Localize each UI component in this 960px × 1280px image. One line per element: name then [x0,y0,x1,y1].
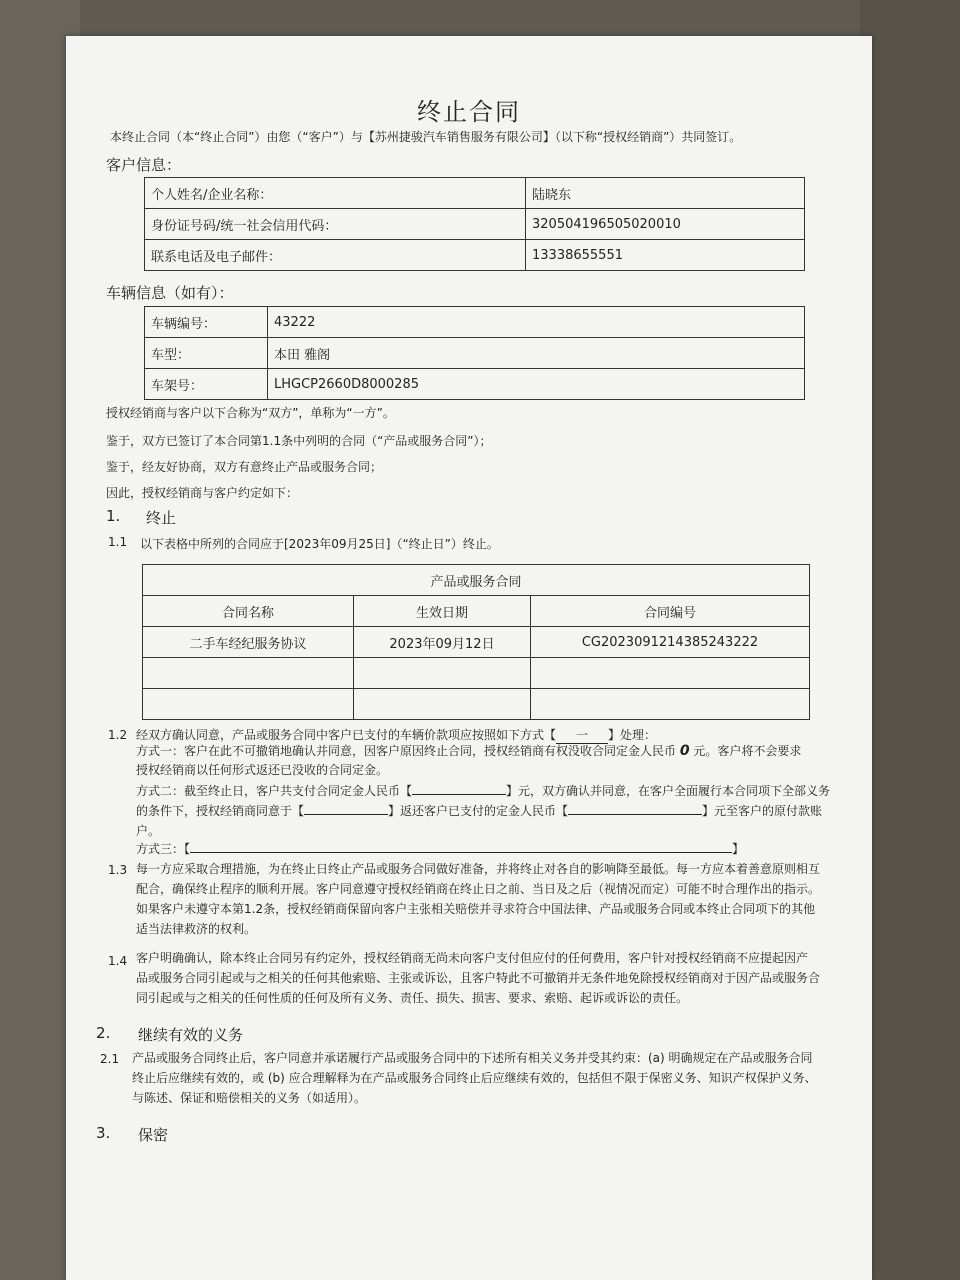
customer-value-name: 陆晓东 [526,178,805,209]
option-2-text-d: 】返还客户已支付的定金人民币【 [388,804,569,818]
table-row [143,596,810,627]
table-row [145,307,805,338]
method-choice-field: 一 [556,726,608,744]
recital-signed: 鉴于，双方已签订了本合同第1.1条中列明的合同（“产品或服务合同”）； [106,434,492,448]
clause-1-3-line: 配合，确保终止程序的顺利开展。客户同意遵守授权经销商在终止日之前、当日及之后（视情况而定）可能不时合理作出的指示。 [136,882,821,896]
vehicle-label-number: 车辆编号： [145,307,268,338]
customer-section-heading: 客户信息： [106,156,182,174]
clause-1-1-text: 以下表格中所列的合同应于[2023年09月25日]（“终止日”）终止。 [140,537,499,551]
intro-text: 本终止合同（本“终止合同”）由您（“客户”）与【苏州捷骏汽车销售服务有限公司】（以下称“授权经销商”）共同签订。 [110,130,742,144]
table-row [143,565,810,596]
vehicle-info-table [144,306,805,400]
option-1-line-1 [136,742,801,759]
clause-2-1-line: 产品或服务合同终止后，客户同意并承诺履行产品或服务合同中的下述所有相关义务并受其约束：(a) 明确规定在产品或服务合同 [132,1051,813,1065]
customer-label-id: 身份证号码/统一社会信用代码： [145,209,526,240]
clause-1-4-number: 1.4 [108,954,128,968]
customer-value-id: 320504196505020010 [526,209,805,240]
section-1-title: 终止 [146,509,177,527]
section-2-title: 继续有效的义务 [138,1026,244,1044]
empty-cell [143,658,354,689]
contract-table [142,564,810,720]
clause-2-1-line: 终止后应继续有效的，或 (b) 应合理解释为在产品或服务合同终止后应继续有效的，包括但不限于保密义务、知识产权保护义务、 [132,1071,817,1085]
contract-paper [66,36,872,1280]
handwritten-amount: 0 [679,743,690,759]
table-row [143,689,810,720]
section-3-title: 保密 [138,1126,169,1144]
customer-info-table [144,177,805,271]
recital-agree: 因此，授权经销商与客户约定如下： [106,486,299,500]
desk-background-right [860,0,960,1280]
recital-parties: 授权经销商与客户以下合称为“双方”，单称为“一方”。 [106,406,395,420]
clause-2-1-text [132,1048,817,1108]
option-2-text-a: 方式二：截至终止日，客户共支付合同定金人民币【 [136,784,413,798]
clause-1-4-line: 品或服务合同引起或与之相关的任何其他索赔、主张或诉讼，且客户特此不可撤销并无条件地免除授权经销商对于因产品或服务合 [136,971,821,985]
table-row [145,240,805,271]
vehicle-label-model: 车型： [145,338,268,369]
clause-1-4-text [136,948,820,1008]
option-2-text-e: 】元至客户的原付款账 [702,804,823,818]
table-row [143,658,810,689]
refund-date-field [304,802,388,815]
contract-date-cell: 2023年09月12日 [354,627,531,658]
option-3-text-a: 方式三：【 [136,842,191,856]
customer-label-name: 个人姓名/企业名称： [145,178,526,209]
deposit-paid-field [412,782,506,795]
vehicle-value-number: 43222 [268,307,805,338]
clause-2-1-number: 2.1 [100,1052,120,1066]
contract-name-cell: 二手车经纪服务协议 [143,627,354,658]
empty-cell [531,689,810,720]
table-row [145,369,805,400]
option-2-line-2 [136,802,822,819]
empty-cell [354,689,531,720]
column-header-name: 合同名称 [143,596,354,627]
empty-cell [531,658,810,689]
clause-1-4-line: 客户明确确认，除本终止合同另有约定外，授权经销商无尚未向客户支付但应付的任何费用，客户针对授权经销商不应提起因产 [136,951,809,965]
clause-1-3-line: 适当法律救济的权利。 [136,922,257,936]
clause-1-2-text-a: 经双方确认同意，产品或服务合同中客户已支付的车辆价款项应按照如下方式【 [136,728,557,742]
option-2-text-b: 】元，双方确认并同意，在客户全面履行本合同项下全部义务 [506,784,831,798]
customer-label-contact: 联系电话及电子邮件： [145,240,526,271]
clause-1-3-line: 如果客户未遵守本第1.2条，授权经销商保留向客户主张相关赔偿并寻求符合中国法律、产品或服务合同或本终止合同项下的其他 [136,902,816,916]
column-header-number: 合同编号 [531,596,810,627]
vehicle-label-vin: 车架号： [145,369,268,400]
table-row [145,338,805,369]
option-2-line-1 [136,782,830,799]
column-header-date: 生效日期 [354,596,531,627]
clause-2-1-line: 与陈述、保证和赔偿相关的义务（如适用）。 [132,1091,367,1105]
clause-1-1-number: 1.1 [108,535,128,549]
option-1-text-b: 元。客户将不会要求 [693,744,802,758]
option-3-field [190,840,732,853]
table-row [145,178,805,209]
table-row [145,209,805,240]
refund-amount-field [568,802,702,815]
vehicle-section-heading: 车辆信息（如有）： [106,284,234,302]
contract-table-caption: 产品或服务合同 [143,565,810,596]
section-1-number: 1. [106,507,121,525]
document-title: 终止合同 [417,98,521,126]
empty-cell [354,658,531,689]
option-3-text-b: 】 [732,842,745,856]
section-2-number: 2. [96,1024,111,1042]
vehicle-value-model: 本田 雅阁 [268,338,805,369]
clause-1-3-text [136,859,820,939]
empty-cell [143,689,354,720]
table-row [143,627,810,658]
option-3-line [136,840,744,857]
clause-1-3-line: 每一方应采取合理措施，为在终止日终止产品或服务合同做好准备，并将终止对各自的影响降至最低。每一方应本着善意原则相互 [136,862,821,876]
customer-value-contact: 13338655551 [526,240,805,271]
contract-number-cell: CG2023091214385243222 [531,627,810,658]
option-2-line-3: 户。 [136,824,161,838]
clause-1-4-line: 同引起或与之相关的任何性质的任何及所有义务、责任、损失、损害、要求、索赔、起诉或诉讼的责任。 [136,991,689,1005]
clause-1-2-text-b: 】处理： [608,728,657,742]
vehicle-value-vin: LHGCP2660D8000285 [268,369,805,400]
clause-1-3-number: 1.3 [108,863,128,877]
option-1-line-2: 授权经销商以任何形式返还已没收的合同定金。 [136,763,389,777]
option-1-text-a: 方式一：客户在此不可撤销地确认并同意，因客户原因终止合同，授权经销商有权没收合同定金人民币 [136,744,677,758]
section-3-number: 3. [96,1124,111,1142]
clause-1-2-number: 1.2 [108,728,128,742]
recital-terminate: 鉴于，经友好协商，双方有意终止产品或服务合同； [106,460,383,474]
option-2-text-c: 的条件下，授权经销商同意于【 [136,804,305,818]
